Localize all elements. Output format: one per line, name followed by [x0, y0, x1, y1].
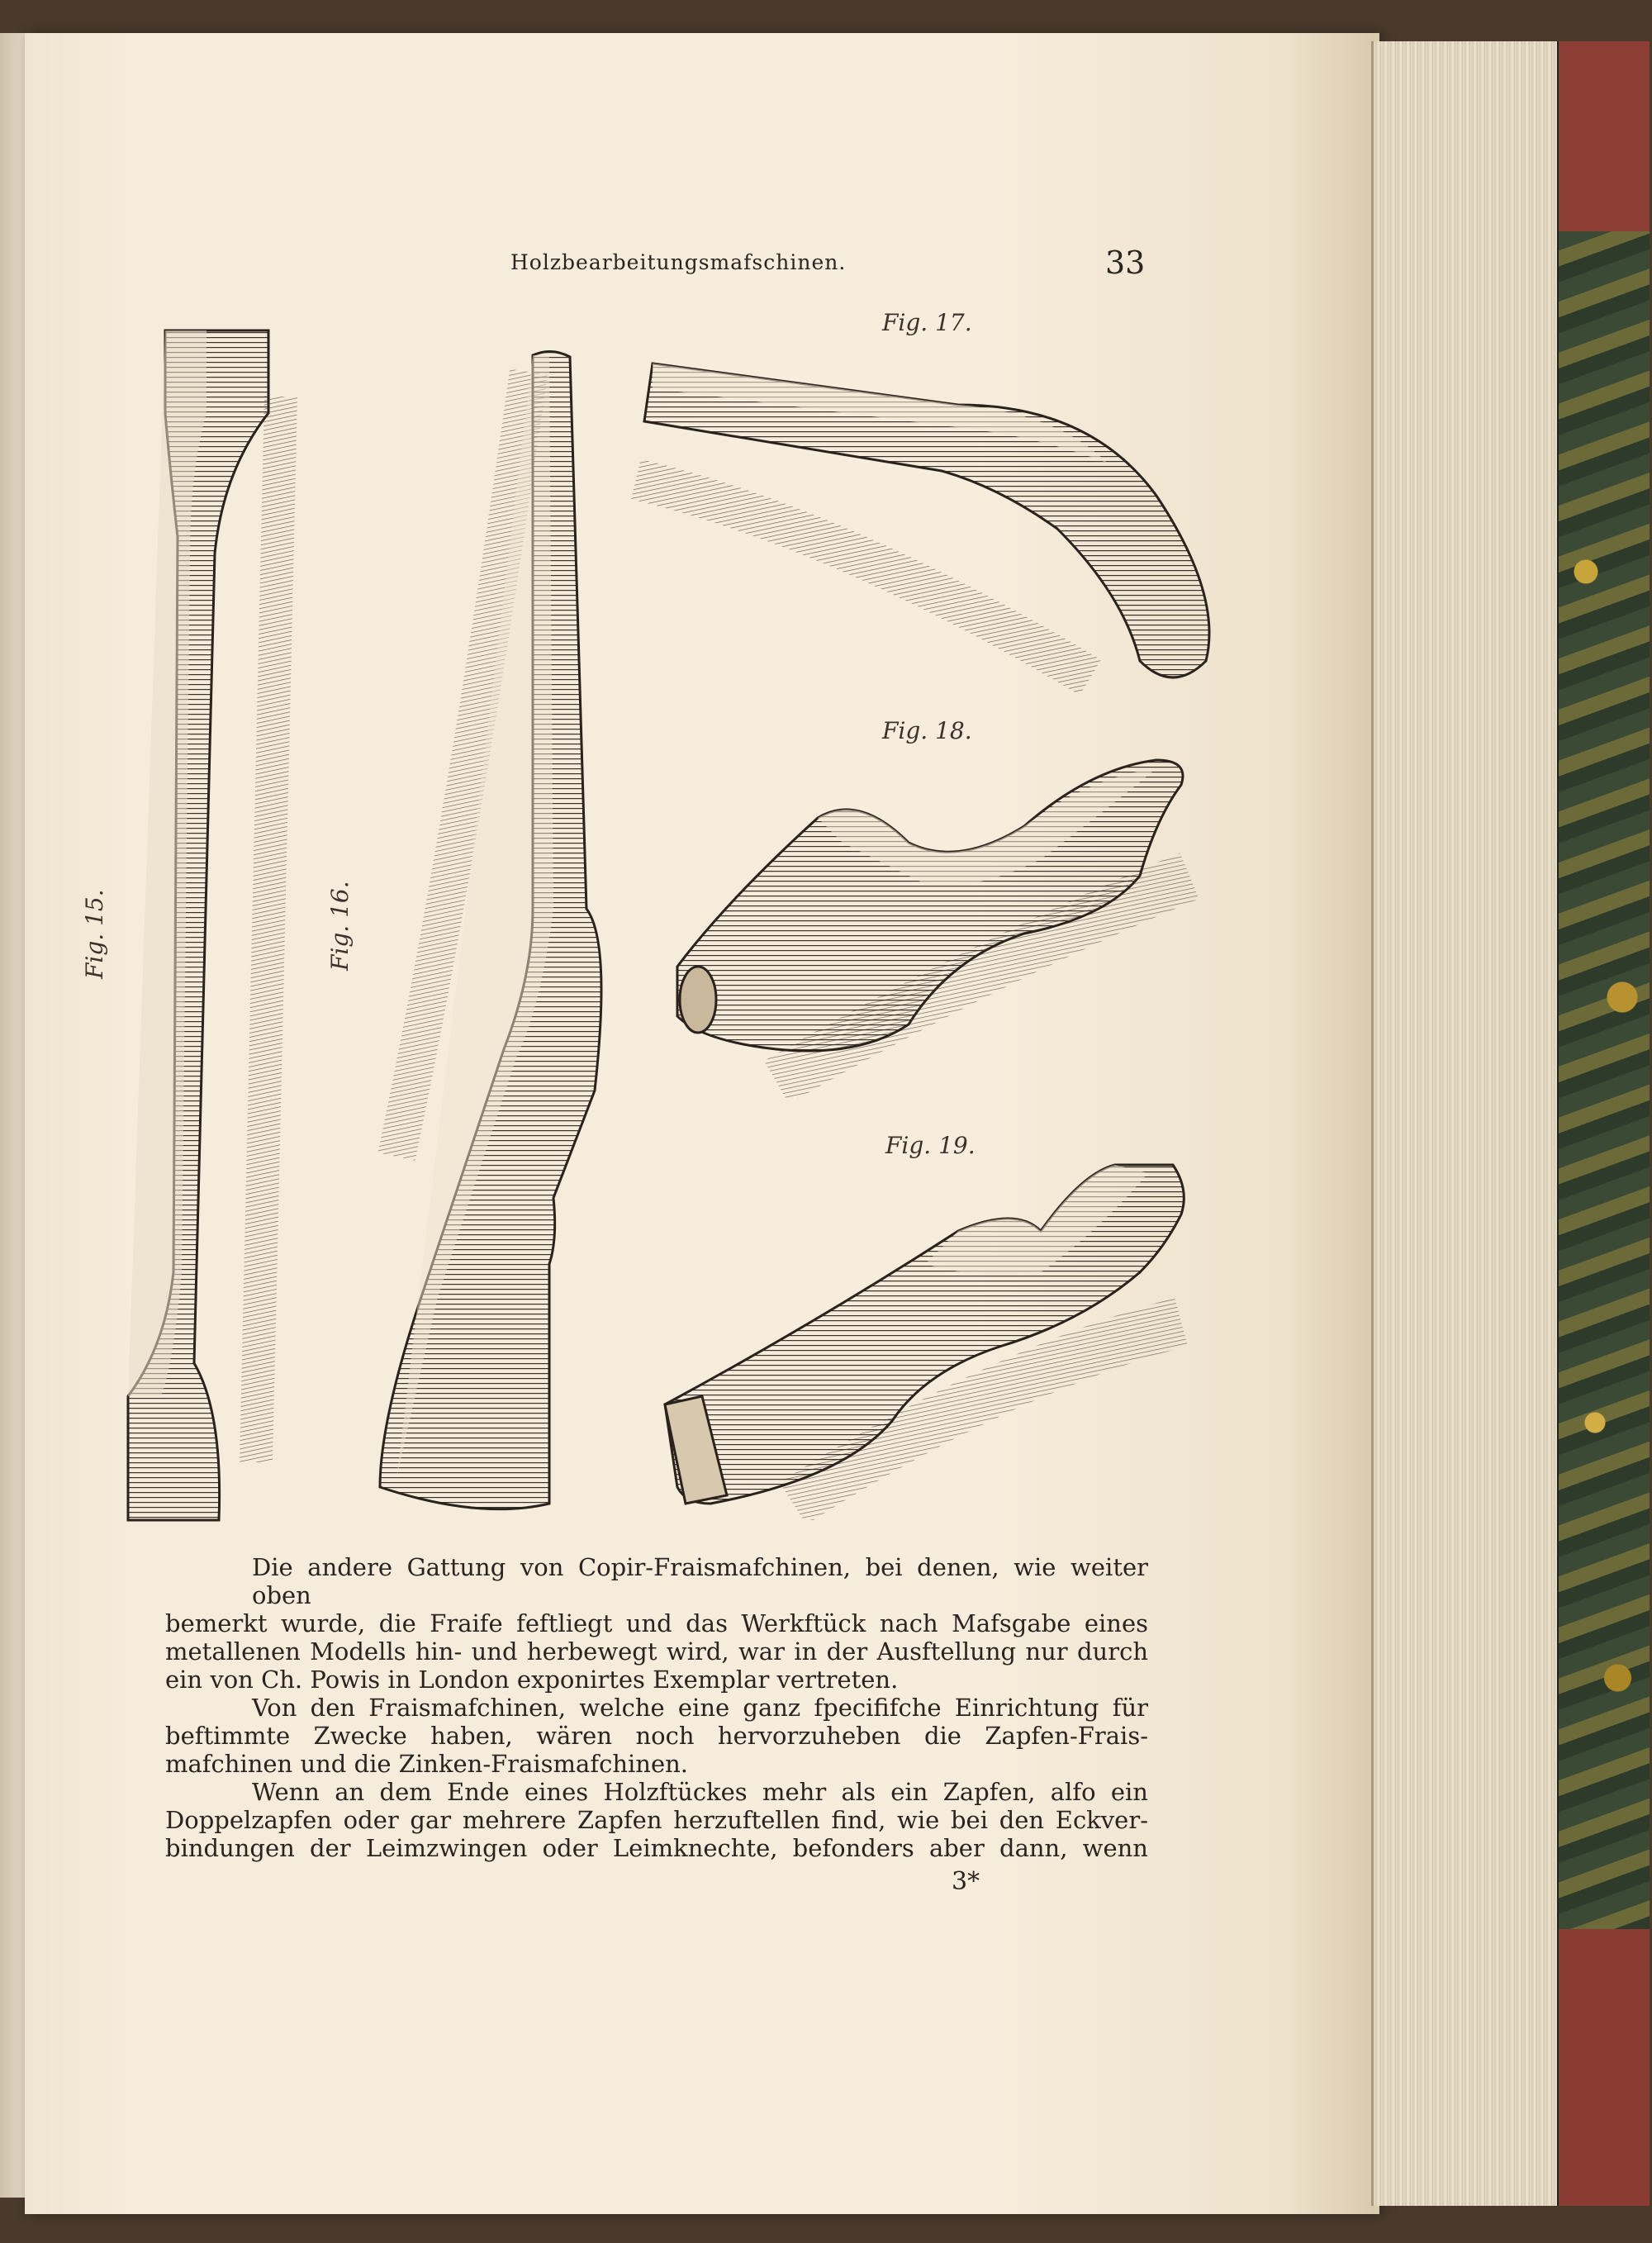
p1-line-1: Die andere Gattung von Copir-Fraismafchinen, bei denen, wie weiter oben	[252, 1553, 1148, 1609]
fig-18-illustration	[661, 752, 1198, 1099]
fig-16-caption: Fig. 16.	[326, 881, 354, 971]
p1-line-3: metallenen Modells hin- und herbewegt wird, war in der Ausftellung nur durch	[165, 1637, 1148, 1666]
running-title: Holzbearbeitungsmafschinen.	[510, 250, 847, 274]
fig-15-caption: Fig. 15.	[81, 889, 108, 979]
fig-16-illustration	[363, 347, 628, 1520]
spine-bottom-leather	[1557, 1929, 1650, 2206]
p3-line-3: bindungen der Leimzwingen oder Leimknechte, befonders aber dann, wenn	[165, 1834, 1148, 1862]
p2-line-1: Von den Fraismafchinen, welche eine ganz fpecififche Einrichtung für	[252, 1694, 1148, 1722]
page-number: 33	[1105, 245, 1146, 281]
signature-mark: 3*	[952, 1867, 980, 1896]
p1-line-2: bemerkt wurde, die Fraife feftliegt und das Werkftück nach Mafsgabe eines	[165, 1609, 1148, 1637]
paragraph-3	[165, 1778, 1148, 1862]
fig-17-caption: Fig. 17.	[882, 309, 972, 336]
spine-marbled	[1557, 231, 1650, 1933]
fig-18-caption: Fig. 18.	[882, 717, 972, 744]
p3-line-1: Wenn an dem Ende eines Holzftückes mehr als ein Zapfen, alfo ein	[252, 1778, 1148, 1806]
fig-15-illustration	[116, 322, 314, 1545]
p2-line-2: beftimmte Zwecke haben, wären noch hervorzuheben die Zapfen-Frais-	[165, 1722, 1148, 1750]
p2-line-3: mafchinen und die Zinken-Fraismafchinen.	[165, 1750, 689, 1778]
p1-line-4: ein von Ch. Powis in London exponirtes Exemplar vertreten.	[165, 1666, 899, 1694]
fig-17-illustration	[628, 347, 1231, 694]
paragraph-2	[165, 1694, 1148, 1778]
fig-19-caption: Fig. 19.	[885, 1132, 976, 1159]
spine-top-leather	[1557, 41, 1650, 235]
page-stack-edge	[1371, 41, 1564, 2206]
p3-line-2: Doppelzapfen oder gar mehrere Zapfen herzuftellen find, wie bei den Eckver-	[165, 1806, 1148, 1834]
fig-19-illustration	[653, 1157, 1206, 1520]
paragraph-1	[165, 1553, 1148, 1694]
